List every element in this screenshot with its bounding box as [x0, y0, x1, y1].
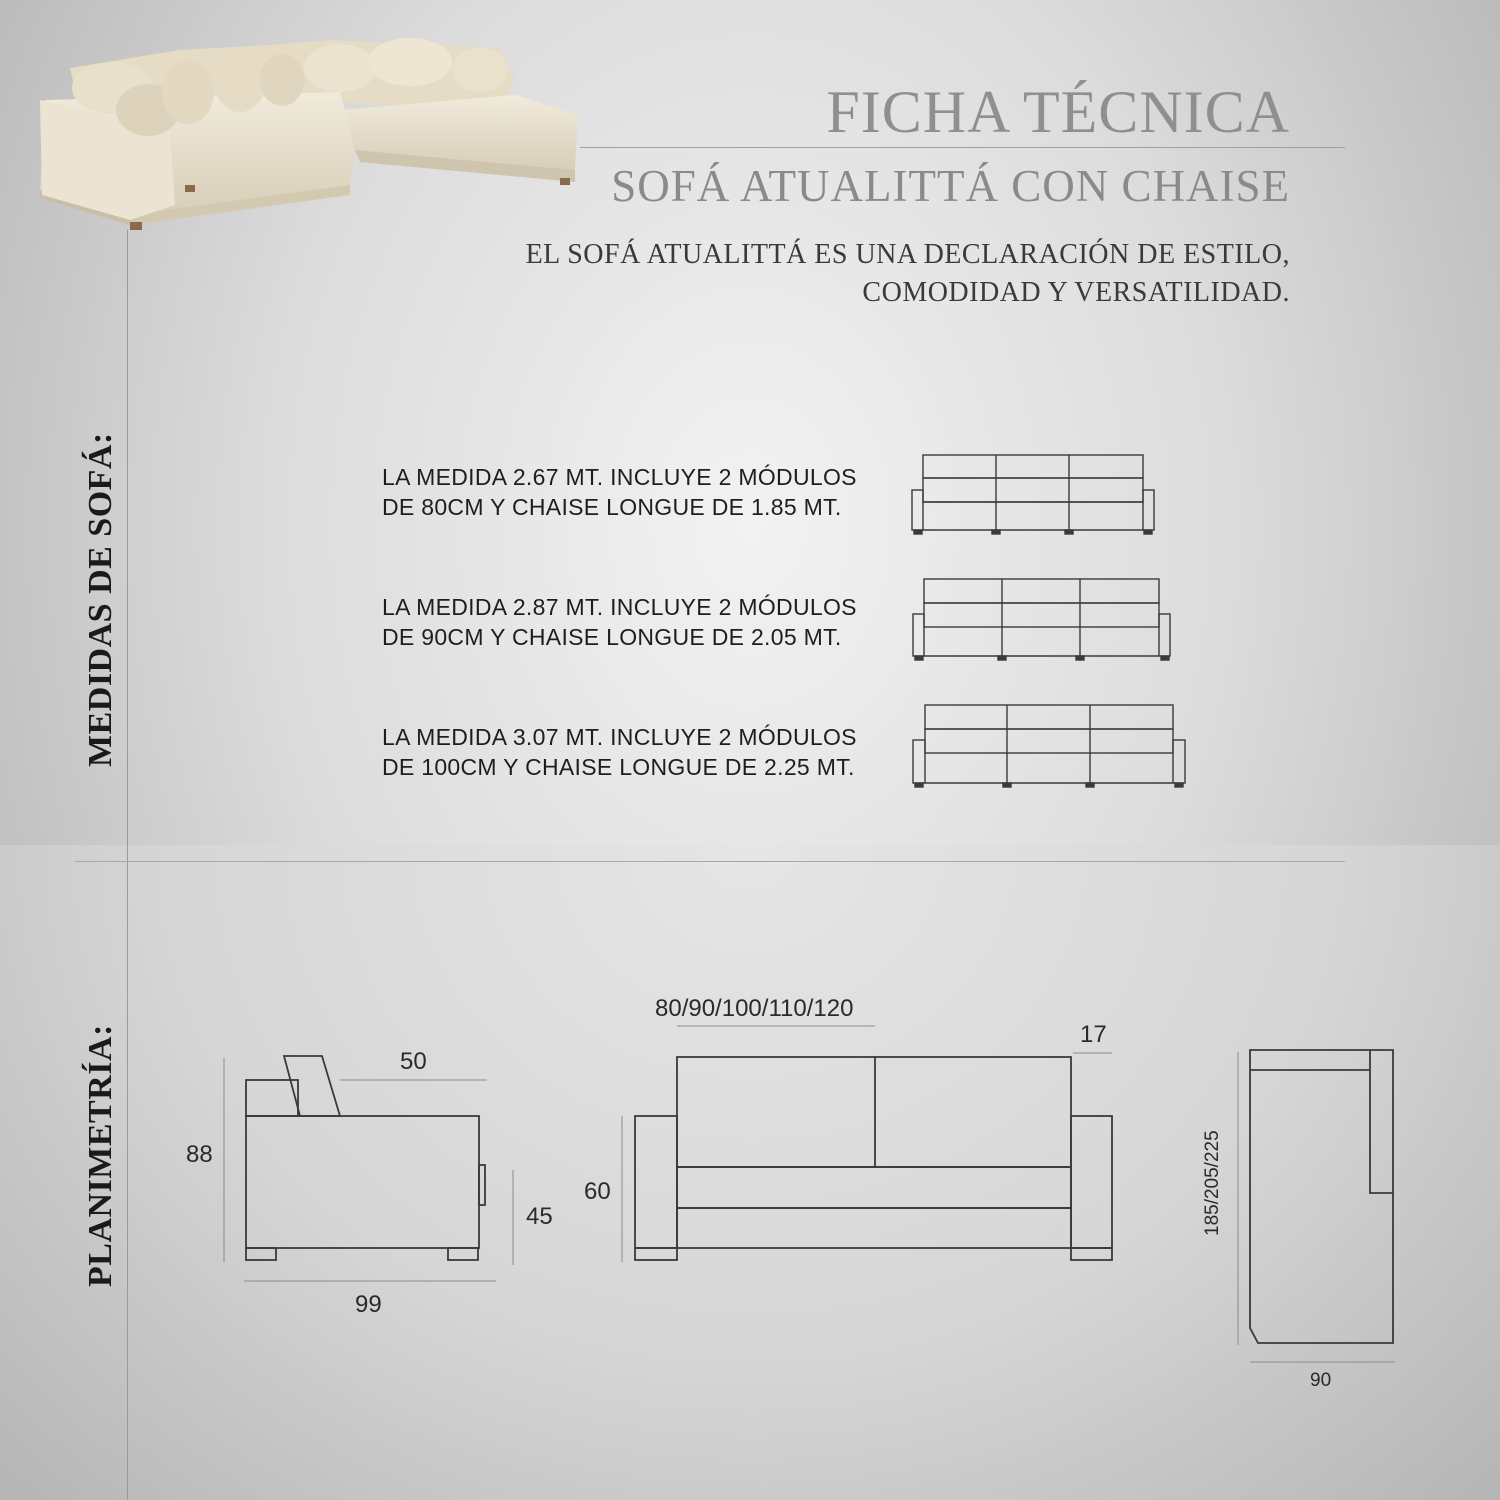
- sofa-front-drawing-large: [913, 705, 1185, 787]
- sofa-front-drawing-medium: [913, 579, 1170, 660]
- description-line-2: COMODIDAD Y VERSATILIDAD.: [862, 277, 1290, 308]
- top-lengths-label: 185/205/225: [1202, 1130, 1223, 1236]
- measurement-2-line-1: LA MEDIDA 2.87 MT. INCLUYE 2 MÓDULOS: [382, 594, 857, 620]
- front-arm-width-label: 17: [1080, 1021, 1107, 1048]
- page-title: FICHA TÉCNICA: [826, 79, 1290, 145]
- measurement-3-line-2: DE 100CM Y CHAISE LONGUE DE 2.25 MT.: [382, 754, 855, 780]
- front-view-dimension-lines: [622, 1026, 1112, 1262]
- front-height-label: 60: [584, 1178, 611, 1205]
- side-seat-height-label: 45: [526, 1203, 553, 1230]
- sofa-front-view: [635, 1057, 1112, 1260]
- plan-section-label: PLANIMETRÍA:: [82, 1024, 119, 1287]
- sofa-side-view: [246, 1056, 485, 1260]
- description-line-1: EL SOFÁ ATUALITTÁ ES UNA DECLARACIÓN DE ESTILO,: [525, 239, 1290, 270]
- measurements-section-label: MEDIDAS DE SOFÁ:: [82, 432, 119, 767]
- top-width-label: 90: [1310, 1370, 1332, 1391]
- side-seat-depth-label: 50: [400, 1048, 427, 1075]
- measurement-1-line-2: DE 80CM Y CHAISE LONGUE DE 1.85 MT.: [382, 494, 842, 520]
- measurement-3-line-1: LA MEDIDA 3.07 MT. INCLUYE 2 MÓDULOS: [382, 724, 857, 750]
- page-subtitle: SOFÁ ATUALITTÁ CON CHAISE: [611, 161, 1290, 211]
- measurement-2-line-2: DE 90CM Y CHAISE LONGUE DE 2.05 MT.: [382, 624, 842, 650]
- sofa-front-drawing-small: [912, 455, 1154, 534]
- top-view-dimension-lines: [1238, 1052, 1395, 1362]
- chaise-top-view: [1250, 1050, 1393, 1343]
- front-module-widths-label: 80/90/100/110/120: [655, 995, 854, 1022]
- side-height-label: 88: [186, 1141, 213, 1168]
- side-depth-label: 99: [355, 1291, 382, 1318]
- measurement-1-line-1: LA MEDIDA 2.67 MT. INCLUYE 2 MÓDULOS: [382, 464, 857, 490]
